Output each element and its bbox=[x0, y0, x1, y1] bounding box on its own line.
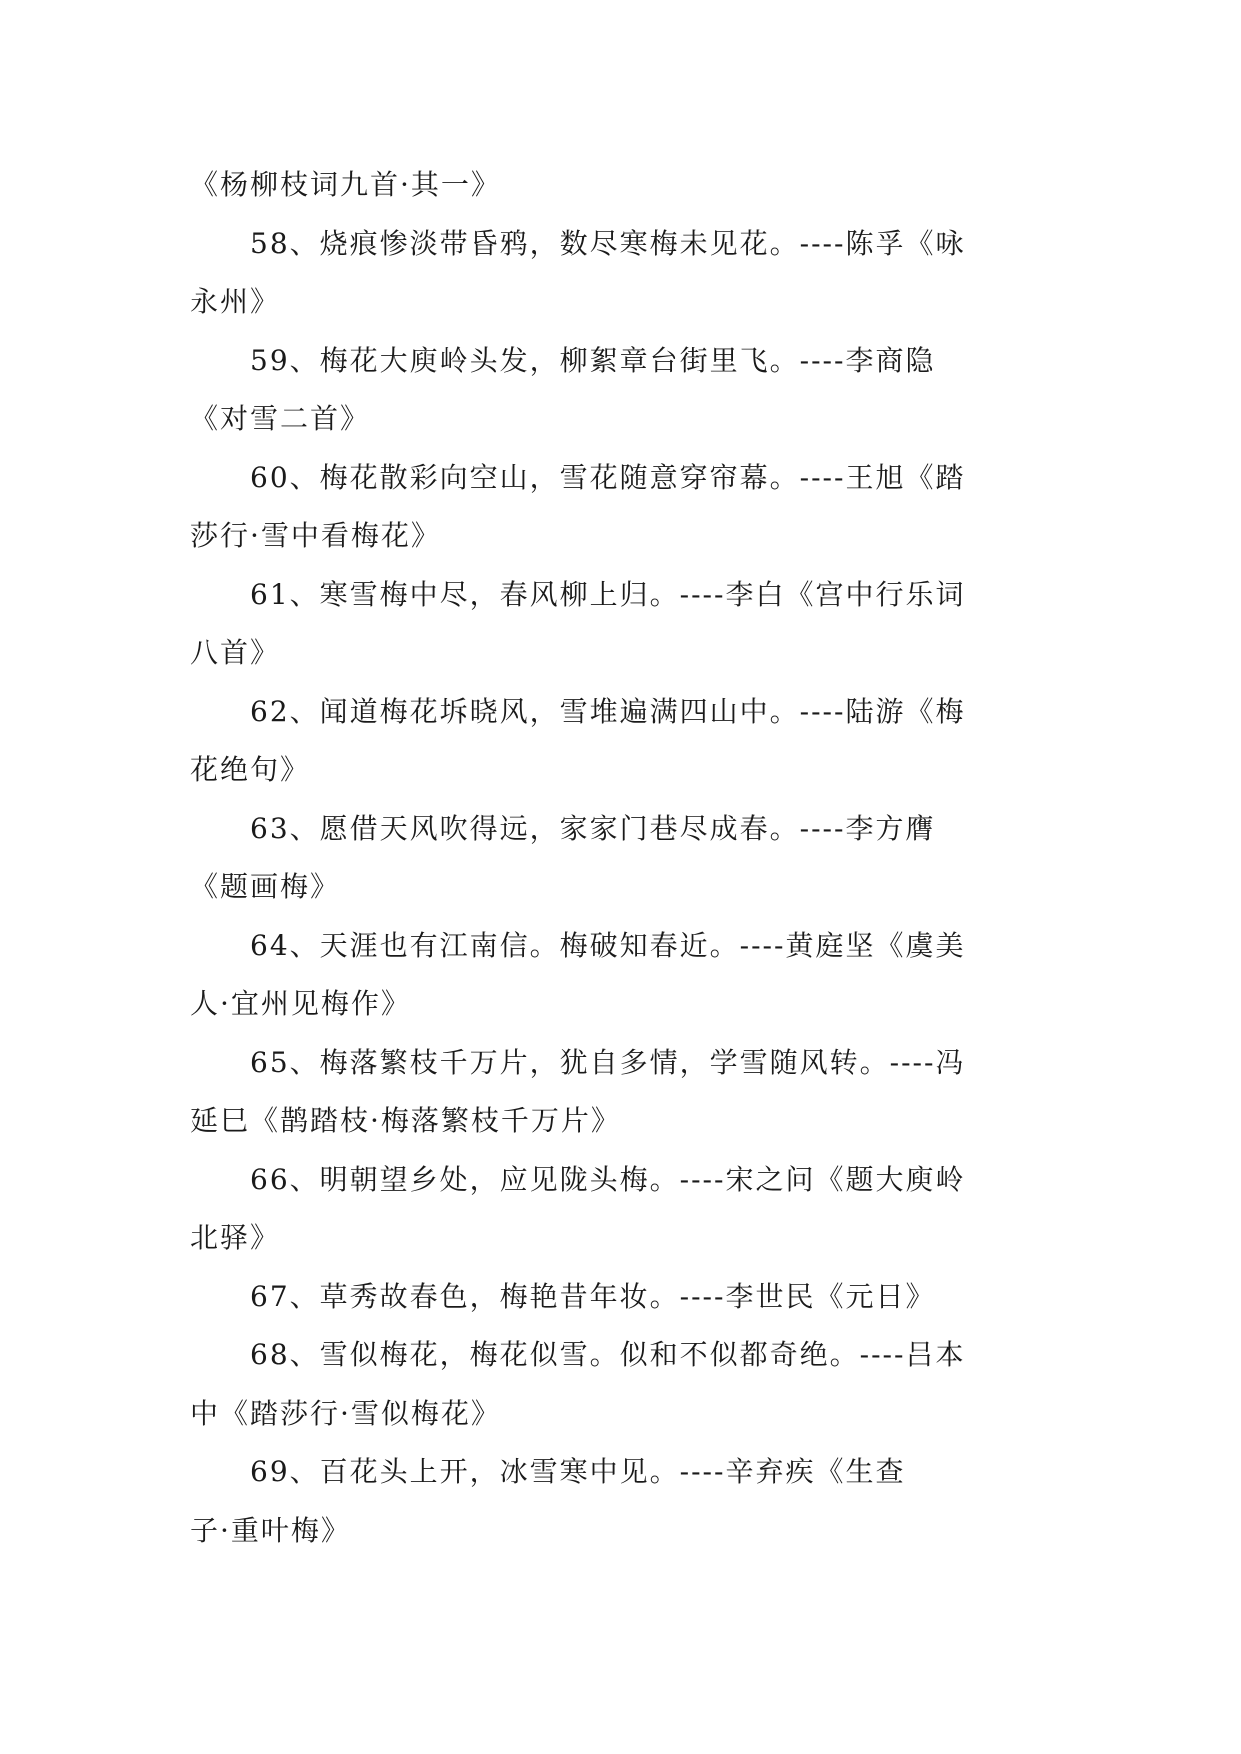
text-line: 人·宜州见梅作》 bbox=[190, 987, 411, 1020]
poem-list bbox=[190, 156, 1050, 1560]
text-line: 八首》 bbox=[190, 636, 281, 669]
text-line: 《题画梅》 bbox=[190, 870, 341, 903]
text-line: 《对雪二首》 bbox=[190, 402, 371, 435]
text-line: 64、天涯也有江南信。梅破知春近。----黄庭坚《虞美 bbox=[250, 928, 966, 962]
text-line: 子·重叶梅》 bbox=[190, 1513, 351, 1547]
text-line: 60、梅花散彩向空山，雪花随意穿帘幕。----王旭《踏 bbox=[250, 460, 966, 494]
text-line: 莎行·雪中看梅花》 bbox=[190, 519, 441, 552]
text-line: 66、明朝望乡处，应见陇头梅。----宋之问《题大庾岭 bbox=[250, 1162, 966, 1196]
text-line: 59、梅花大庾岭头发，柳絮章台街里飞。----李商隐 bbox=[250, 343, 936, 377]
text-line: 花绝句》 bbox=[190, 753, 311, 786]
text-line: 62、闻道梅花坼晓风，雪堆遍满四山中。----陆游《梅 bbox=[250, 694, 966, 728]
text-line: 63、愿借天风吹得远，家家门巷尽成春。----李方膺 bbox=[250, 811, 936, 845]
text-line: 68、雪似梅花，梅花似雪。似和不似都奇绝。----吕本 bbox=[250, 1338, 966, 1371]
text-line: 58、烧痕惨淡带昏鸦，数尽寒梅未见花。----陈孚《咏 bbox=[250, 226, 966, 260]
text-line: 永州》 bbox=[190, 285, 281, 318]
text-line: 69、百花头上开，冰雪寒中见。----辛弃疾《生查 bbox=[250, 1455, 906, 1488]
text-line: 《杨柳枝词九首·其一》 bbox=[190, 168, 501, 201]
text-line: 中《踏莎行·雪似梅花》 bbox=[190, 1396, 501, 1430]
text-line: 61、寒雪梅中尽，春风柳上归。----李白《宫中行乐词 bbox=[250, 577, 966, 611]
text-line: 延巳《鹊踏枝·梅落繁枝千万片》 bbox=[190, 1104, 621, 1137]
text-line: 北驿》 bbox=[190, 1221, 281, 1254]
text-line: 65、梅落繁枝千万片，犹自多情，学雪随风转。----冯 bbox=[250, 1045, 966, 1079]
text-line: 67、草秀故春色，梅艳昔年妆。----李世民《元日》 bbox=[250, 1279, 936, 1313]
